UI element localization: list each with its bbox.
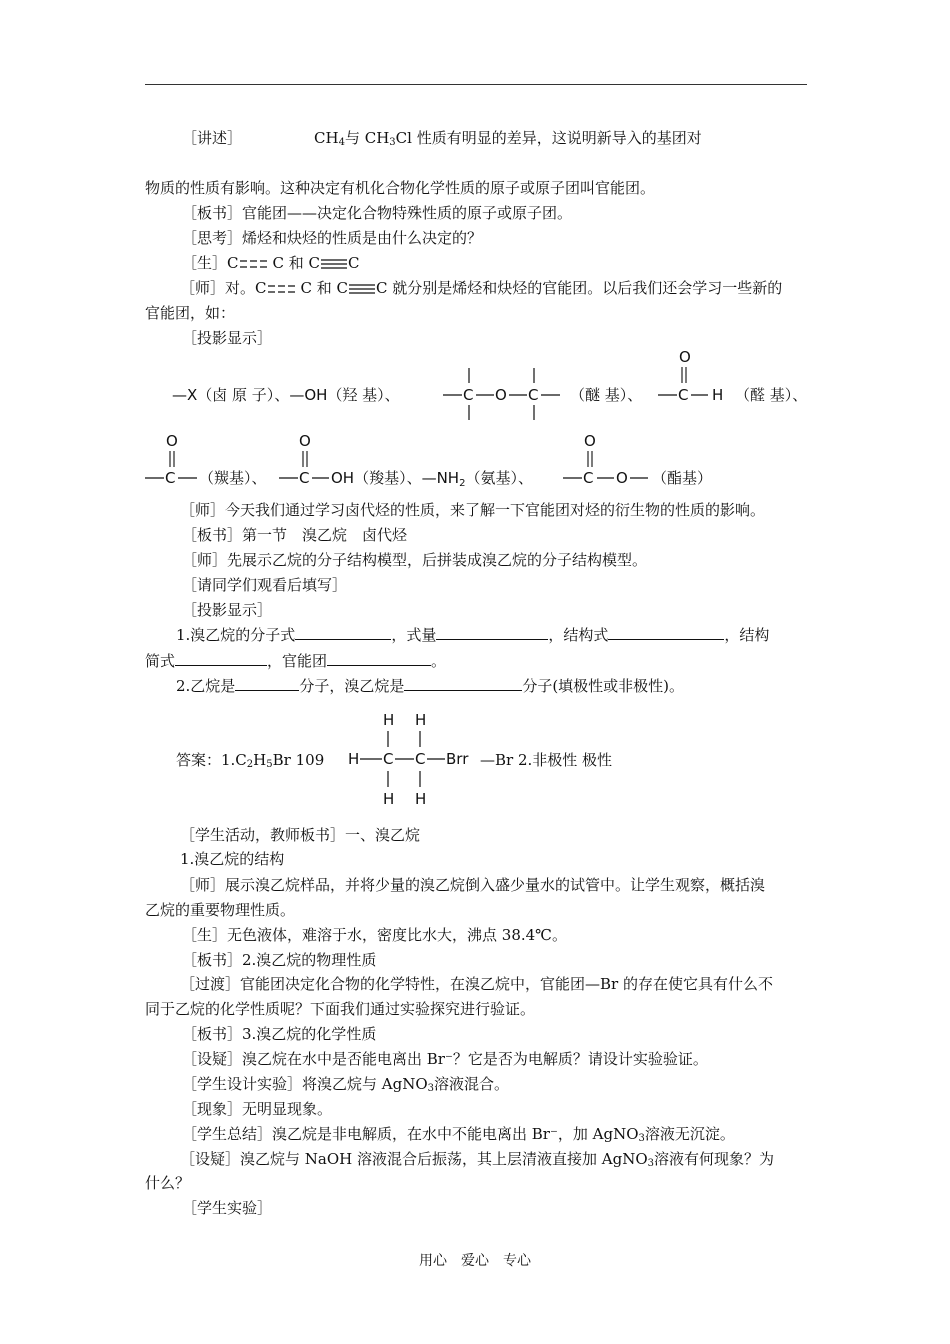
page-footer: 用心 爱心 专心	[419, 1253, 531, 1269]
ester-c: C	[583, 469, 594, 487]
q1-condensed-label-2: 简式	[145, 652, 176, 670]
double-bond-icon	[238, 258, 272, 270]
answer-h: H	[253, 751, 267, 769]
text-ch3: 与 CH	[344, 129, 390, 147]
para-line-2: 物质的性质有影响。这种决定有机化合物化学性质的原子或原子团叫官能团。	[145, 179, 656, 197]
l27-a: ［学生总结］溴乙烷是非电解质，在水中不能电离出 Br⁻，加 AgNO	[182, 1125, 639, 1143]
l25-a: ［学生设计实验］将溴乙烷与 AgNO	[182, 1075, 428, 1093]
q2-ethane-label: 2.乙烷是	[176, 677, 236, 695]
para-question-2	[180, 1149, 774, 1174]
para-teacher-2: ［师］今天我们通过学习卤代烃的性质，来了解一下官能团对烃的衍生物的性质的影响。	[180, 501, 766, 519]
para-phenomenon: ［现象］无明显现象。	[182, 1100, 333, 1118]
struct-c-1: C	[383, 750, 394, 768]
ester-label: （酯基）	[652, 469, 713, 487]
heading-structure: 1.溴乙烷的结构	[180, 850, 285, 868]
para-teacher-1	[180, 278, 782, 298]
ether-label: （醚 基）、	[570, 386, 643, 404]
ester-o1: O	[584, 432, 596, 450]
para-projection-2: ［投影显示］	[182, 601, 273, 619]
triple-bond-icon	[320, 258, 348, 270]
halogen-hydroxyl-label: —X（卤 原 子）、—OH（羟 基）、	[172, 386, 400, 404]
text-l5b: C 和 C	[272, 254, 320, 272]
sub-3: 3	[647, 1158, 654, 1169]
q1-formula-label: 1.溴乙烷的分子式	[176, 626, 296, 644]
para-blackboard-1: ［板书］官能团——决定化合物特殊性质的原子或原子团。	[182, 204, 573, 222]
para-student-summary	[182, 1124, 735, 1149]
para-blackboard-2: ［板书］第一节 溴乙烷 卤代烃	[182, 526, 408, 544]
blank-structural-formula[interactable]	[608, 625, 724, 640]
para-projection-1: ［投影显示］	[182, 329, 273, 347]
blank-bromoethane-polarity[interactable]	[404, 676, 522, 691]
answer-line	[176, 750, 324, 775]
sub-3: 3	[427, 1083, 435, 1094]
question-2	[176, 676, 684, 696]
ether-c2: C	[528, 386, 539, 404]
triple-bond-icon	[348, 283, 376, 295]
carboxyl-c: C	[299, 469, 310, 487]
q1-end: 。	[431, 652, 447, 670]
question-1-cont	[145, 651, 446, 671]
text-l5a: ［生］C	[182, 254, 239, 272]
double-bond-icon	[266, 283, 300, 295]
l27-c: 溶液无沉淀。	[644, 1125, 735, 1143]
struct-h-bot-2: H	[415, 790, 427, 808]
ether-o: O	[495, 386, 507, 404]
functional-groups-diagram	[0, 340, 950, 495]
l28-c: 溶液有何现象？为	[654, 1150, 775, 1168]
sub-4: 4	[338, 137, 345, 148]
q1-condensed-label: ，结构	[724, 626, 770, 644]
l25-c: 溶液混合。	[434, 1075, 510, 1093]
carbonyl-c: C	[165, 469, 176, 487]
ester-o2: O	[616, 469, 628, 487]
answer-br-109: Br 109	[272, 751, 325, 769]
aldehyde-h: H	[712, 386, 724, 404]
q2-bromoethane-label: 分子，溴乙烷是	[299, 677, 405, 695]
para-student-design	[182, 1074, 509, 1099]
para-line-22: 同于乙烷的化学性质呢？下面我们通过实验探究进行验证。	[145, 1000, 536, 1018]
carboxyl-o: O	[299, 432, 311, 450]
aldehyde-label: （醛 基）、	[735, 386, 808, 404]
para-line-7: 官能团，如：	[145, 304, 236, 322]
bromoethane-structure	[340, 705, 485, 810]
text-l5c: C	[347, 254, 360, 272]
carboxyl-amino-label: OH（羧基）、$—NH_2$（氨基）、	[331, 469, 533, 489]
para-line-29: 什么？	[145, 1174, 191, 1192]
para-teacher-4: ［师］展示溴乙烷样品，并将少量的溴乙烷倒入盛少量水的试管中。让学生观察，概括溴	[180, 876, 766, 894]
para-think: ［思考］烯烃和炔烃的性质是由什么决定的？	[182, 229, 483, 247]
aldehyde-o: O	[679, 348, 691, 366]
para-teacher-3: ［师］先展示乙烷的分子结构模型，后拼装成溴乙烷的分子结构模型。	[182, 551, 648, 569]
para-student-2: ［生］无色液体，难溶于水，密度比水大，沸点 38.4℃。	[182, 926, 567, 944]
ether-c1: C	[463, 386, 474, 404]
para-question-1: ［设疑］溴乙烷在水中是否能电离出 Br⁻？它是否为电解质？请设计实验验证。	[182, 1050, 708, 1068]
struct-br: Brr	[446, 750, 469, 768]
carbonyl-label: （羰基）、	[199, 469, 267, 487]
sub-5: 5	[266, 759, 273, 770]
struct-h-top-1: H	[383, 711, 395, 729]
sub-3: 3	[638, 1133, 645, 1144]
text-l1-rest: Cl 性质有明显的差异，这说明新导入的基团对	[395, 129, 702, 147]
text-l6c: C 就分别是烯烃和炔烃的官能团。以后我们还会学习一些新的	[375, 279, 783, 297]
q1-structure-label: ，结构式	[548, 626, 609, 644]
blank-condensed-formula[interactable]	[175, 651, 267, 666]
aldehyde-c: C	[678, 386, 689, 404]
para-please-fill: ［请同学们观看后填写］	[182, 576, 348, 594]
q1-group-label: ，官能团	[267, 652, 328, 670]
para-lecture	[182, 128, 702, 153]
struct-h-top-2: H	[415, 711, 427, 729]
para-blackboard-4: ［板书］3.溴乙烷的化学性质	[182, 1025, 377, 1043]
question-1	[176, 625, 769, 645]
para-student-answer	[182, 253, 359, 273]
text-ch: CH	[314, 129, 339, 147]
q1-weight-label: ，式量	[391, 626, 437, 644]
blank-molecular-formula[interactable]	[295, 625, 391, 640]
tag-lecture: ［讲述］	[182, 129, 243, 147]
para-student-experiment: ［学生实验］	[182, 1199, 273, 1217]
text-l6a: ［师］对。C	[180, 279, 267, 297]
struct-h-left: H	[348, 750, 360, 768]
sub-2: 2	[246, 759, 254, 770]
answer-suffix: —Br 2.非极性 极性	[480, 751, 613, 769]
blank-functional-group[interactable]	[327, 651, 431, 666]
answer-prefix: 答案：1.C	[176, 751, 247, 769]
q2-end: 分子(填极性或非极性)。	[522, 677, 685, 695]
para-student-activity: ［学生活动，教师板书］一、溴乙烷	[180, 826, 421, 844]
para-transition: ［过渡］官能团决定化合物的化学特性，在溴乙烷中，官能团—Br 的存在使它具有什么不	[180, 975, 773, 993]
para-blackboard-3: ［板书］2.溴乙烷的物理性质	[182, 951, 377, 969]
header-rule	[145, 84, 807, 85]
sub-3: 3	[389, 137, 396, 148]
l28-a: ［设疑］溴乙烷与 NaOH 溶液混合后振荡，其上层清液直接加 AgNO	[180, 1150, 648, 1168]
para-line-18: 乙烷的重要物理性质。	[145, 901, 296, 919]
blank-ethane-polarity[interactable]	[235, 676, 299, 691]
struct-c-2: C	[415, 750, 426, 768]
carbonyl-o: O	[166, 432, 178, 450]
text-l6b: C 和 C	[300, 279, 348, 297]
blank-formula-weight[interactable]	[436, 625, 548, 640]
struct-h-bot-1: H	[383, 790, 395, 808]
